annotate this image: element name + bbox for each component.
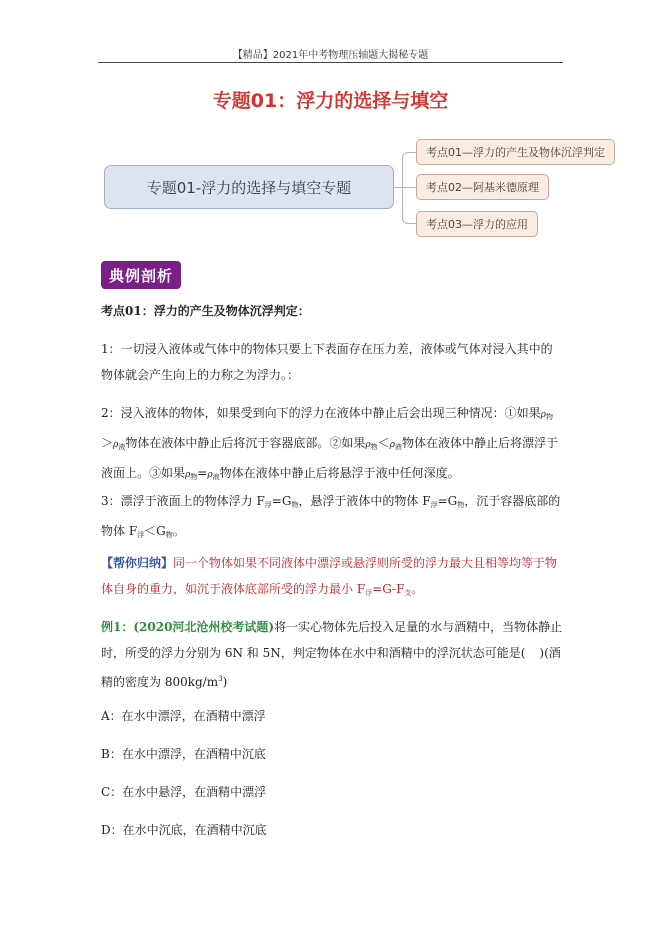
example-label: 例1：(2020河北沧州校考试题) [101, 620, 275, 634]
paragraph-2: 2：浸入液体的物体，如果受到向下的浮力在液体中静止后会出现三种情况：①如果$\rho_物>\rho_液$物体在液体中静止后将沉于容器底部。②如果$\rho_物<\rho_液$物体在液体中静止后将漂浮于液面上。③如果$\rho_物=\rho_液$物体在液体中静止后将悬浮于液中任何深度。 [101, 406, 558, 481]
section-badge: 典例剖析 [101, 261, 181, 289]
mindmap-node-kp02: 考点02—阿基米德原理 [416, 174, 549, 200]
example-1: 例1：(2020河北沧州校考试题)将一实心物体先后投入足量的水与酒精中，当物体静止时，所受的浮力分别为 6N 和 5N，判定物体在水中和酒精中的浮沉状态可能是( )(酒精的密度为 $800kg/m^3$) [101, 620, 563, 689]
mindmap-main-topic: 专题01-浮力的选择与填空专题 [104, 165, 394, 209]
mindmap-connector [402, 187, 416, 188]
header-divider [98, 62, 563, 63]
mindmap-node-kp01: 考点01—浮力的产生及物体沉浮判定 [416, 139, 615, 165]
summary-tip: 【帮你归纳】同一个物体如果不同液体中漂浮或悬浮则所受的浮力最大且相等均等于物体自身的重力，如沉于液体底部所受的浮力最小 $F_浮=G-F_支$。 [101, 556, 558, 597]
option-b: B：在水中漂浮，在酒精中沉底 [101, 747, 266, 761]
option-c: C：在水中悬浮，在酒精中漂浮 [101, 785, 267, 799]
page-title: 专题01：浮力的选择与填空 [212, 90, 449, 112]
paragraph-1: 1：一切浸入液体或气体中的物体只要上下表面存在压力差，液体或气体对浸入其中的物体就会产生向上的力称之为浮力。： [101, 342, 553, 382]
mindmap-node-kp03: 考点03—浮力的应用 [416, 211, 538, 237]
option-a: A：在水中漂浮，在酒精中漂浮 [101, 709, 266, 723]
mindmap-connector [394, 187, 402, 188]
option-d: D：在水中沉底，在酒精中沉底 [101, 823, 267, 837]
tip-label: 【帮你归纳】 [101, 556, 174, 570]
paragraph-3: 3：漂浮于液面上的物体浮力 $F_浮=G_物$，悬浮于液体中的物体 $F_浮=G_物$，沉于容器底部的物体 $F_浮<G_物$。 [101, 494, 561, 539]
page-header: 【精品】2021年中考物理压轴题大揭秘专题 [232, 50, 429, 61]
mindmap-connector [402, 152, 417, 224]
key-point-title: 考点01：浮力的产生及物体沉浮判定： [101, 304, 310, 318]
